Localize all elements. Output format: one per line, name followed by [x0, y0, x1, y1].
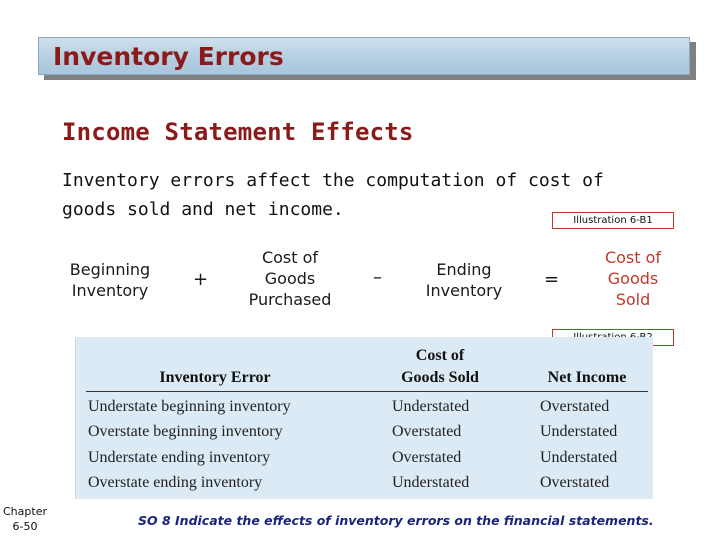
- equation-plus: +: [193, 269, 209, 290]
- body-line-2: goods sold and net income.: [62, 199, 344, 220]
- equation-beginning-inventory: [60, 259, 160, 301]
- table-header-net-income: Net Income: [547, 369, 627, 386]
- body-line-1: Inventory errors affect the computation of cost of: [62, 170, 604, 191]
- section-heading: Income Statement Effects: [62, 118, 414, 146]
- table-header-error: Inventory Error: [159, 369, 271, 386]
- table-row-3-error: Understate ending inventory: [88, 449, 271, 466]
- table-row-1-net-income: Overstated: [540, 398, 610, 415]
- equation-equals: =: [544, 269, 560, 290]
- equation-ending-line-2: Inventory: [425, 281, 503, 300]
- equation-beginning-line-1: Beginning: [69, 260, 151, 279]
- equation-purchased-line-3: Purchased: [248, 290, 332, 309]
- table-row-2-net-income: Understated: [540, 423, 618, 440]
- equation-minus: –: [373, 267, 382, 288]
- table-header-rule: [86, 391, 648, 392]
- chapter-text: Chapter: [3, 505, 47, 518]
- equation-purchased-line-1: Cost of: [261, 248, 319, 267]
- table-row-1-cogs: Understated: [392, 398, 470, 415]
- table-header-cogs-line-1: Cost of: [415, 347, 465, 364]
- table-row-1-error: Understate beginning inventory: [88, 398, 291, 415]
- equation-cost-of-goods-sold: [583, 247, 683, 310]
- equation-purchased-line-2: Goods: [264, 269, 316, 288]
- equation-cogs-line-2: Goods: [607, 269, 659, 288]
- table-row-4-cogs: Understated: [392, 474, 470, 491]
- title-bar: [38, 37, 690, 75]
- chapter-label: [2, 504, 48, 534]
- table-row-4-error: Overstate ending inventory: [88, 474, 263, 491]
- chapter-page-number: 6-50: [12, 520, 38, 533]
- slide-title: Inventory Errors: [53, 42, 284, 71]
- equation-cost-of-goods-purchased: [240, 247, 340, 310]
- table-row-2-cogs: Overstated: [392, 423, 462, 440]
- table-row-3-net-income: Understated: [540, 449, 618, 466]
- equation-cogs-line-3: Sold: [615, 290, 651, 309]
- table-row-3-cogs: Overstated: [392, 449, 462, 466]
- table-row-2-error: Overstate beginning inventory: [88, 423, 283, 440]
- equation-cogs-line-1: Cost of: [604, 248, 662, 267]
- equation-ending-inventory: [414, 259, 514, 301]
- table-header-cogs-line-2: Goods Sold: [401, 369, 479, 386]
- equation-ending-line-1: Ending: [436, 260, 492, 279]
- table-row-4-net-income: Overstated: [540, 474, 610, 491]
- study-objective: SO 8 Indicate the effects of inventory errors on the financial statements.: [138, 513, 654, 528]
- equation-beginning-line-2: Inventory: [71, 281, 149, 300]
- illustration-b1-label: Illustration 6-B1: [552, 212, 674, 229]
